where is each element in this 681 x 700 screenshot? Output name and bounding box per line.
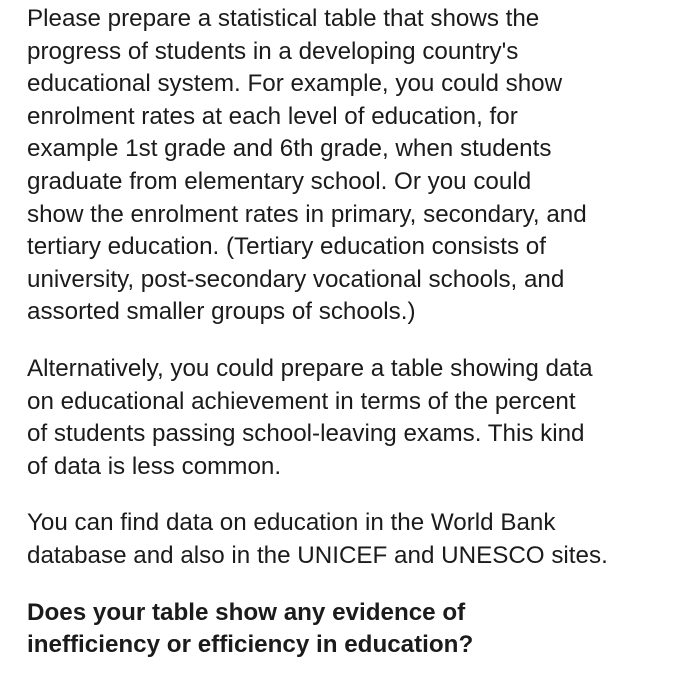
text-line: enrolment rates at each level of education, for [27,102,518,130]
text-line: educational system. For example, you could show [27,70,563,98]
text-line: on educational achievement in terms of the percent [27,387,576,415]
text-line: progress of students in a developing country's [27,37,519,65]
paragraph-instructions [27,3,667,329]
text-line: of students passing school-leaving exams. This kind [27,420,585,448]
text-line: university, post-secondary vocational schools, and [27,265,565,293]
text-line: inefficiency or efficiency in education? [27,631,474,659]
text-line: Alternatively, you could prepare a table showing data [27,354,593,382]
text-line: assorted smaller groups of schools.) [27,298,416,326]
paragraph-data-sources [27,507,667,572]
text-line: graduate from elementary school. Or you could [27,167,532,195]
document-body [27,3,667,686]
text-line: tertiary education. (Tertiary education consists of [27,233,546,261]
text-line: You can find data on education in the World Bank [27,509,556,537]
text-line: database and also in the UNICEF and UNESCO sites. [27,541,608,569]
question-heading [27,597,667,662]
text-line: of data is less common. [27,452,282,480]
text-line: show the enrolment rates in primary, secondary, and [27,200,587,228]
text-line: example 1st grade and 6th grade, when students [27,135,552,163]
text-line: Please prepare a statistical table that shows the [27,5,540,32]
text-line: Does your table show any evidence of [27,598,466,626]
paragraph-alternative [27,353,667,483]
